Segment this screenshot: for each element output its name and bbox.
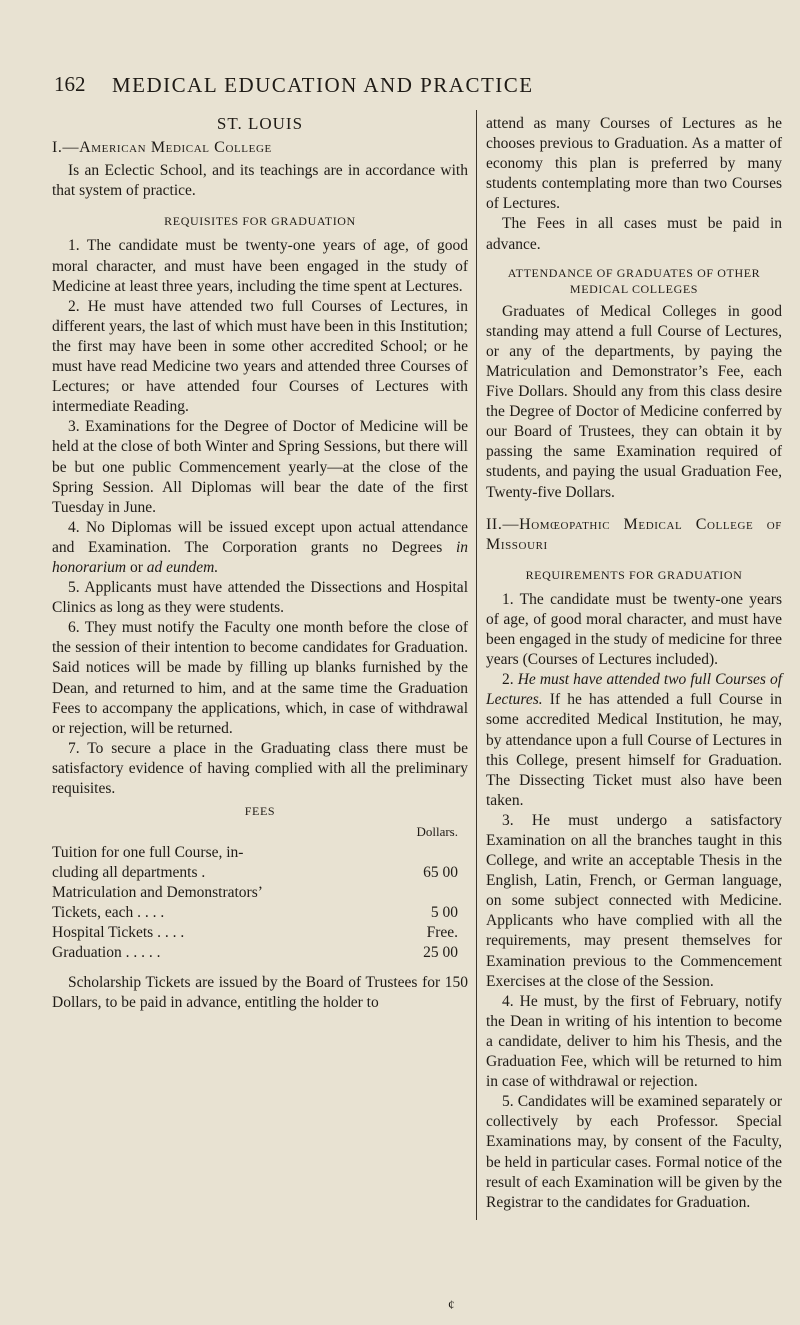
requisite-5: 5. Applicants must have attended the Dissections and Hospital Clinics as long as they were students. bbox=[52, 579, 468, 617]
scholarship-continued: attend as many Courses of Lectures as he chooses previous to Graduation. As a matter of economy this plan is preferred by many students contemplating more than two Courses of Lectures. bbox=[486, 115, 782, 213]
fee-amount bbox=[394, 843, 468, 863]
requisite-4-italic-1: in honorarium bbox=[52, 538, 468, 576]
fee-amount bbox=[394, 883, 468, 903]
fees-heading: FEES bbox=[244, 804, 276, 819]
fee-amount: 25 00 bbox=[423, 944, 458, 962]
right-column bbox=[486, 114, 782, 1213]
page-number: 162 bbox=[54, 72, 86, 96]
requirement-1: 1. The candidate must be twenty-one years of age, of good moral character, and must have been engaged in the study of medicine for three years (Courses of Lectures included). bbox=[486, 590, 782, 669]
requirement-2-italic: He must have attended two full Courses of Lectures. bbox=[486, 671, 783, 709]
fee-row bbox=[52, 843, 468, 863]
requirement-2 bbox=[486, 670, 782, 811]
left-column bbox=[52, 114, 468, 1013]
city-heading: ST. LOUIS bbox=[216, 114, 304, 133]
requirement-4: 4. He must, by the first of February, notify the Dean in writing of his intention to become a candidate, deliver to him his Thesis, and the Graduation Fee, which will be returned to him in case of withdrawal or rejection. bbox=[486, 992, 782, 1091]
requirement-5: 5. Candidates will be examined separately or collectively by each Professor. Special Examinations may, by consent of the Faculty, be held in particular cases. Formal notice of the result of each Examination will be given by the Registrar to the candidates for Graduation. bbox=[486, 1093, 782, 1211]
column-divider bbox=[476, 110, 477, 1220]
requisite-4 bbox=[52, 518, 468, 578]
requisite-4-or: or bbox=[126, 558, 147, 576]
requirement-3: 3. He must undergo a satisfactory Examination on all the branches taught in this College, and write an acceptable Thesis in the English, Latin, French, or German language, on some subject connected with Medicine. Applicants who have complied with all the requirements, may present themselves for Examination previous to the Commencement Exercises at the close of the Session. bbox=[486, 811, 782, 990]
fees-table bbox=[52, 821, 468, 963]
fee-label: Graduation . . . . . bbox=[52, 944, 161, 962]
fee-amount: 65 00 bbox=[423, 864, 458, 882]
requisite-4-italic-2: ad eundem. bbox=[146, 558, 219, 576]
fee-row bbox=[52, 883, 468, 903]
fee-label: Matriculation and Demonstrators’ bbox=[52, 884, 263, 902]
college-i-number: I.— bbox=[52, 139, 80, 157]
college-ii-name: Homœopathic Medical College of Missouri bbox=[486, 515, 782, 553]
fees-note: The Fees in all cases must be paid in advance. bbox=[486, 215, 782, 253]
scholarship-paragraph: Scholarship Tickets are issued by the Board of Trustees for 150 Dollars, to be paid in advance, entitling the holder to bbox=[52, 974, 468, 1012]
fee-amount: Free. bbox=[426, 924, 458, 942]
requisite-7: 7. To secure a place in the Graduating class there must be satisfactory evidence of having complied with all the preliminary requisites. bbox=[52, 739, 468, 797]
fee-row bbox=[52, 903, 468, 923]
fee-amount: 5 00 bbox=[430, 904, 458, 922]
requisite-6: 6. They must notify the Faculty one month before the close of the session of their intention to become candidates for Graduation. Said notices will be made by filling up blanks furnished by the Dean, and returned to him, and at the same time the Graduation Fees to accompany the applications, which, in case of withdrawal or rejection, will be returned. bbox=[52, 619, 468, 737]
requisite-4-text: 4. No Diplomas will be issued except upon actual attendance and Examination. The Corporation grants no Degrees bbox=[52, 518, 468, 556]
running-head: MEDICAL EDUCATION AND PRACTICE bbox=[112, 73, 534, 97]
requirement-2-number: 2. bbox=[502, 671, 518, 689]
fee-label: Tuition for one full Course, in- bbox=[52, 844, 244, 862]
college-i-heading bbox=[52, 138, 468, 158]
fee-row bbox=[52, 863, 468, 883]
fee-label: cluding all departments . bbox=[52, 864, 206, 882]
fee-row bbox=[52, 923, 468, 943]
college-ii-heading bbox=[486, 515, 782, 555]
fee-label: Hospital Tickets . . . . bbox=[52, 924, 185, 942]
requirements-heading: REQUIREMENTS FOR GRADUATION bbox=[525, 567, 743, 582]
fee-label: Tickets, each . . . . bbox=[52, 904, 165, 922]
requisites-heading: REQUISITES FOR GRADUATION bbox=[164, 214, 356, 229]
attendance-heading bbox=[486, 265, 782, 297]
requirement-2-text: If he has attended a full Course in some accredited Medical Institution, he may, by attendance upon a full Course of Lectures in this College, present himself for Graduation. The Dissecting Ticket must also have been taken. bbox=[486, 691, 782, 809]
college-i-name: American Medical College bbox=[79, 139, 272, 157]
fees-unit-row bbox=[52, 821, 468, 843]
fee-row bbox=[52, 943, 468, 963]
requisite-3: 3. Examinations for the Degree of Doctor of Medicine will be held at the close of both Winter and Spring Sessions, but there will be but one public Commencement yearly—at the close of the Spring Session. All Diplomas will bear the date of the first Tuesday in June. bbox=[52, 418, 468, 516]
college-i-intro: Is an Eclectic School, and its teachings are in accordance with that system of practice. bbox=[52, 162, 468, 200]
requisite-1: 1. The candidate must be twenty-one years of age, of good moral character, and must have been engaged in the study of Medicine at least three years, including the time spent at Lectures. bbox=[52, 237, 468, 295]
attendance-paragraph: Graduates of Medical Colleges in good standing may attend a full Course of Lectures, or any of the departments, by paying the Matriculation and Demonstrator’s Fee, each Five Dollars. Should any from this class desire the Degree of Doctor of Medicine conferred by our Board of Trustees, they can obtain it by passing the same Examination required of students, and paying the usual Graduation Fee, Twenty-five Dollars. bbox=[486, 302, 782, 501]
requisite-2: 2. He must have attended two full Courses of Lectures, in different years, the last of which must have been in this Institution; the first may have been in some other accredited School; or he must have read Medicine two years and attended three Courses of Lectures; or have attended four Courses of Lectures with intermediate Reading. bbox=[52, 297, 468, 416]
attendance-heading-line-2: MEDICAL COLLEGES bbox=[569, 281, 699, 296]
printer-mark: ¢ bbox=[448, 1297, 455, 1312]
fees-unit: Dollars. bbox=[416, 824, 458, 840]
college-ii-number: II.— bbox=[486, 515, 520, 533]
attendance-heading-line-1: ATTENDANCE OF GRADUATES OF OTHER bbox=[507, 265, 761, 280]
